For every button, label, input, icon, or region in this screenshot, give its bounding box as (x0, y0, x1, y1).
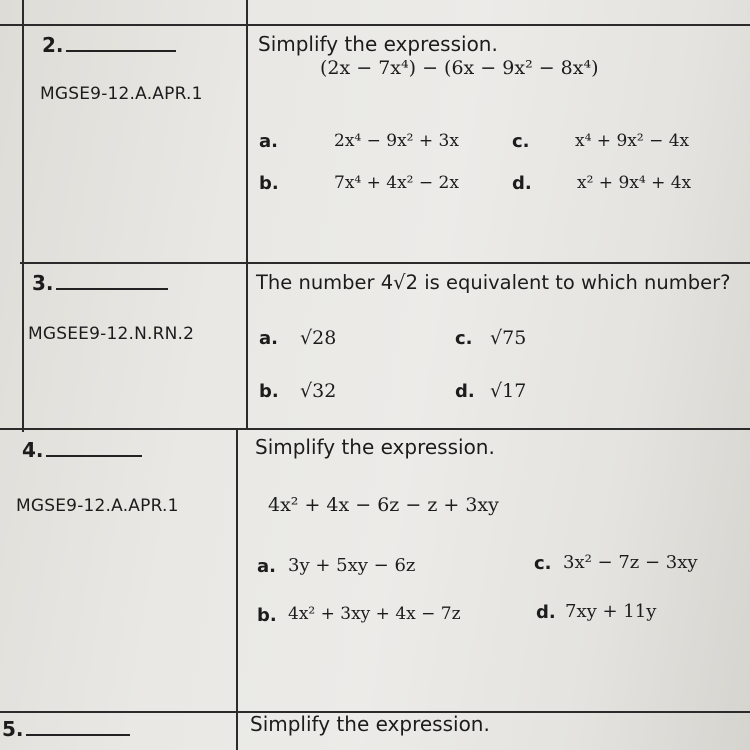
q3-choice-a-text[interactable]: √28 (300, 327, 337, 349)
answer-blank-4[interactable] (46, 437, 142, 457)
q2-choice-d-text[interactable]: x² + 9x⁴ + 4x (577, 173, 692, 193)
question-2-prompt: Simplify the expression. (258, 32, 498, 56)
q4-choice-d-label[interactable]: d. (536, 602, 556, 623)
question-2-standard: MGSE9-12.A.APR.1 (40, 84, 203, 104)
answer-blank-2[interactable] (66, 32, 176, 52)
q3-choice-b-text[interactable]: √32 (300, 380, 337, 402)
q2-choice-a-text[interactable]: 2x⁴ − 9x² + 3x (334, 131, 459, 151)
answer-blank-5[interactable] (26, 716, 130, 736)
q2-choice-a-label[interactable]: a. (259, 131, 278, 152)
column-divider-lower (236, 428, 238, 750)
q3-choice-c-text[interactable]: √75 (490, 327, 527, 349)
q4-choice-b-text[interactable]: 4x² + 3xy + 4x − 7z (288, 604, 461, 624)
top-rule (0, 24, 750, 26)
q2-choice-b-text[interactable]: 7x⁴ + 4x² − 2x (334, 173, 459, 193)
question-3-standard: MGSEE9-12.N.RN.2 (28, 324, 195, 344)
q3-choice-a-label[interactable]: a. (259, 328, 278, 349)
q2-choice-c-text[interactable]: x⁴ + 9x² − 4x (575, 131, 690, 151)
answer-blank-3[interactable] (56, 270, 168, 290)
q2-choice-b-label[interactable]: b. (259, 173, 279, 194)
question-3-number: 3. (32, 270, 168, 295)
row-divider-2-3 (20, 262, 750, 264)
q4-choice-a-text[interactable]: 3y + 5xy − 6z (288, 555, 416, 576)
question-3-prompt: The number 4√2 is equivalent to which number? (256, 271, 731, 294)
q4-choice-c-text[interactable]: 3x² − 7z − 3xy (563, 552, 698, 573)
question-5-prompt: Simplify the expression. (250, 712, 490, 736)
q3-choice-b-label[interactable]: b. (259, 381, 279, 402)
bleed-through-text (420, 112, 425, 131)
q2-choice-d-label[interactable]: d. (512, 173, 532, 194)
question-2-expression: (2x − 7x⁴) − (6x − 9x² − 8x⁴) (320, 57, 599, 79)
q4-choice-c-label[interactable]: c. (534, 553, 552, 574)
q3-choice-c-label[interactable]: c. (455, 328, 473, 349)
question-4-prompt: Simplify the expression. (255, 435, 495, 459)
q3-choice-d-label[interactable]: d. (455, 381, 475, 402)
left-border (22, 0, 24, 432)
question-4-expression: 4x² + 4x − 6z − z + 3xy (268, 494, 499, 516)
q4-choice-a-label[interactable]: a. (257, 556, 276, 577)
question-2-number: 2. (42, 32, 176, 57)
q4-choice-d-text[interactable]: 7xy + 11y (565, 601, 657, 622)
question-5-number: 5. (2, 716, 130, 741)
question-4-standard: MGSE9-12.A.APR.1 (16, 496, 179, 516)
question-4-number: 4. (22, 437, 142, 462)
q2-choice-c-label[interactable]: c. (512, 131, 530, 152)
q4-choice-b-label[interactable]: b. (257, 605, 277, 626)
q3-choice-d-text[interactable]: √17 (490, 380, 527, 402)
column-divider-upper (246, 0, 248, 430)
row-divider-3-4 (0, 428, 750, 430)
